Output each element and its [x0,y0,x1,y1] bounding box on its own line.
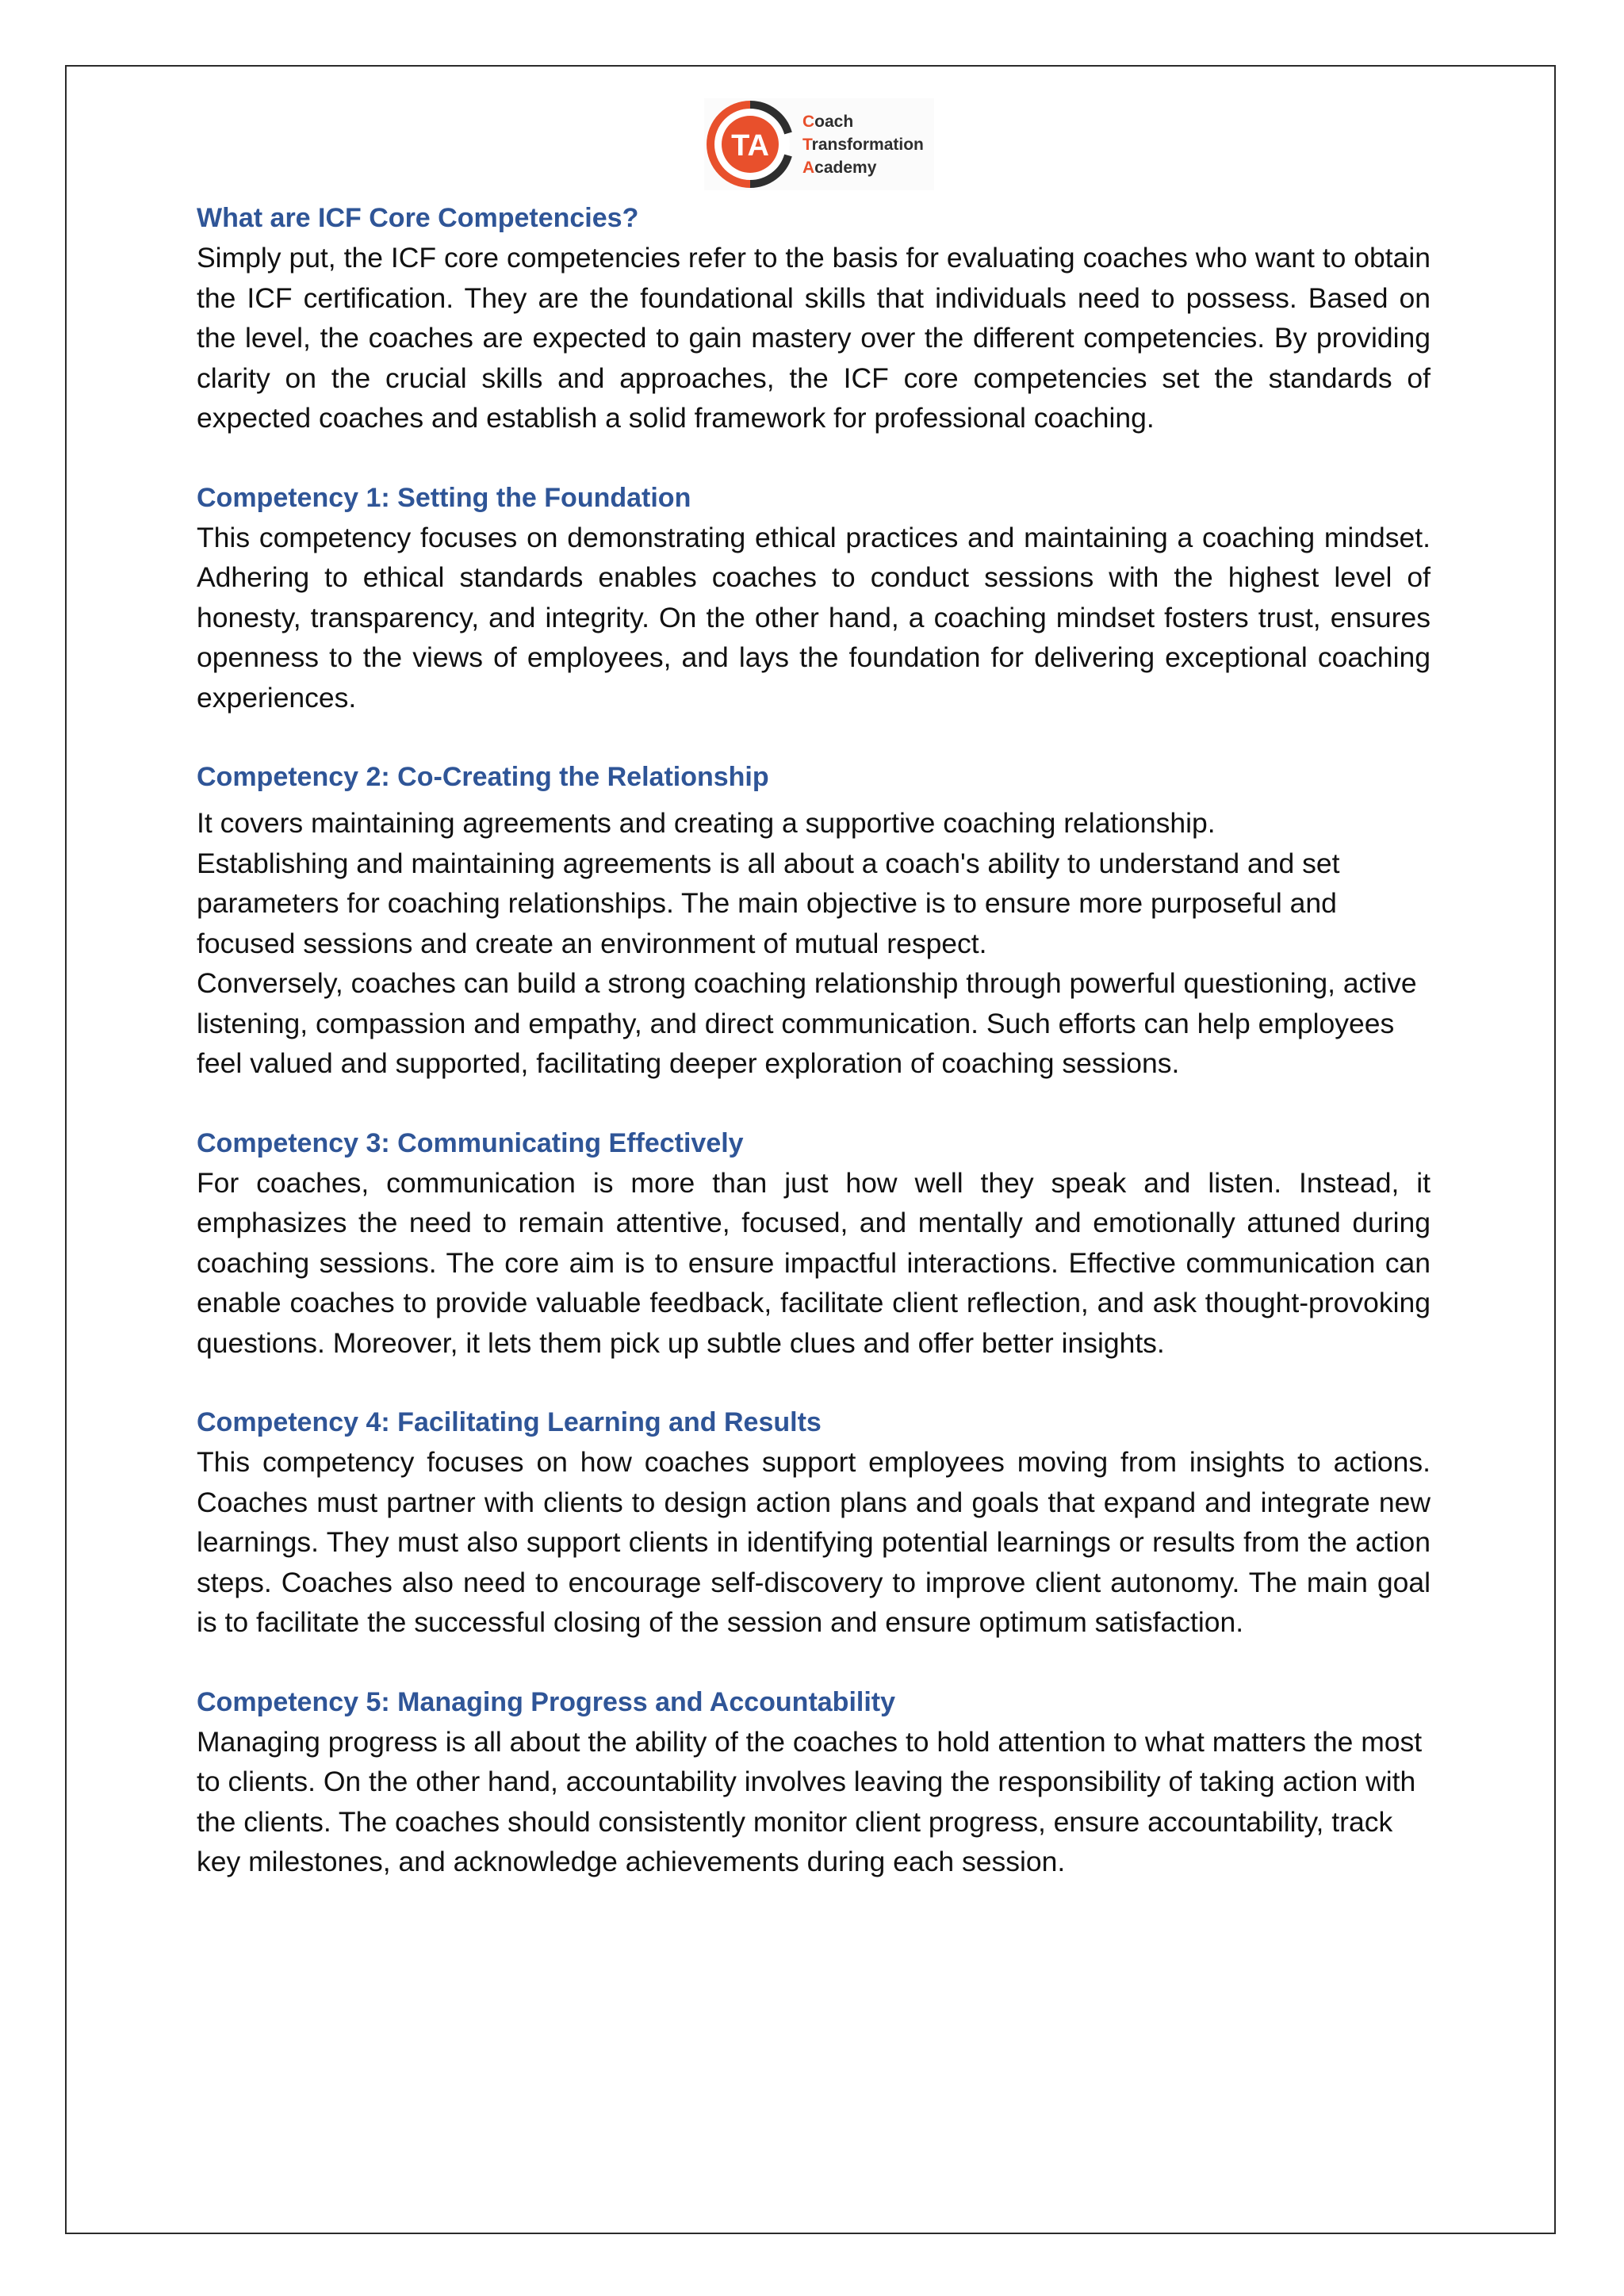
section-paragraph: Establishing and maintaining agreements is all about a coach's ability to understand and set parameters for coaching relationships. The main objective is to ensure more purposeful and focused sessions and create an environment of mutual respect. [197,847,1340,959]
logo-monogram: TA [731,129,769,163]
section-heading: Competency 3: Communicating Effectively [197,1127,744,1158]
section-paragraph: It covers maintaining agreements and creating a supportive coaching relationship. [197,807,1216,839]
section-icf-core-competencies [197,198,1431,438]
section-competency-2 [197,757,1431,1084]
logo-line-coach: Coach [802,112,854,131]
logo-wordmark [802,110,924,179]
section-heading: What are ICF Core Competencies? [197,203,639,233]
section-paragraph: This competency focuses on demonstrating ethical practices and maintaining a coaching mindset. Adhering to ethical standards enables coaches to conduct sessions with the highest level of honesty, transparency, and integrity. On the other hand, a coaching mindset fosters trust, ensures openness to the views of employees, and lays the foundation for delivering exceptional coaching experiences. [197,521,1431,714]
section-heading: Competency 1: Setting the Foundation [197,482,691,513]
section-heading: Competency 4: Facilitating Learning and Results [197,1407,822,1437]
section-paragraph: This competency focuses on how coaches support employees moving from insights to actions. Coaches must partner with clients to design action plans and goals that expand and integrate new learnings. They must also support clients in identifying potential learnings or results from the action steps. Coaches also need to encourage self-discovery to improve client autonomy. The main goal is to facilitate the successful closing of the session and ensure optimum satisfaction. [197,1446,1431,1638]
section-heading: Competency 2: Co-Creating the Relationship [197,762,769,792]
ta-logo-icon [704,98,796,190]
section-paragraph: Conversely, coaches can build a strong coaching relationship through powerful questioning, active listening, compassion and empathy, and direct communication. Such efforts can help employees feel valued and supported, facilitating deeper exploration of coaching sessions. [197,967,1417,1079]
section-paragraph: For coaches, communication is more than just how well they speak and listen. Instead, it emphasizes the need to remain attentive, focused, and mentally and emotionally attuned during coaching sessions. The core aim is to ensure impactful interactions. Effective communication can enable coaches to provide valuable feedback, facilitate client reflection, and ask thought-provoking questions. Moreover, it lets them pick up subtle clues and offer better insights. [197,1166,1431,1359]
section-heading: Competency 5: Managing Progress and Accountability [197,1686,896,1717]
section-paragraph: Managing progress is all about the ability of the coaches to hold attention to what matters the most to clients. On the other hand, accountability involves leaving the responsibility of taking action with the clients. The coaches should consistently monitor client progress, ensure accountability, track key milestones, and acknowledge achievements during each session. [197,1725,1423,1877]
logo-line-academy: Academy [802,158,877,177]
section-paragraph: Simply put, the ICF core competencies refer to the basis for evaluating coaches who want to obtain the ICF certification. They are the foundational skills that individuals need to possess. Based on the level, the coaches are expected to gain mastery over the different competencies. By providing clarity on the crucial skills and approaches, the ICF core competencies set the standards of expected coaches and establish a solid framework for professional coaching. [197,242,1431,434]
section-competency-4 [197,1402,1431,1643]
section-competency-3 [197,1123,1431,1364]
academy-logo [704,98,934,190]
section-competency-5 [197,1682,1431,1882]
section-competency-1 [197,478,1431,718]
document-body [197,198,1431,1922]
logo-line-transformation: Transformation [802,135,924,154]
